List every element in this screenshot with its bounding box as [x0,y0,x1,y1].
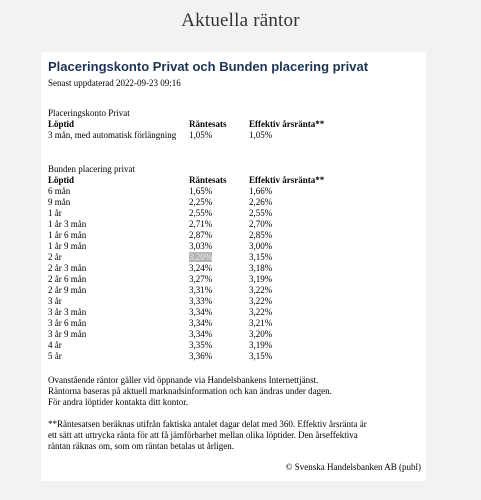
cell-term: 3 år [48,296,62,306]
cell-effective: 3,19% [249,340,273,350]
cell-term: 1 år 3 mån [48,219,87,229]
cell-term: 3 år 9 mån [48,329,87,339]
table-row [48,285,349,296]
placeringskonto-section-title: Placeringskonto Privat [48,108,130,118]
rates-content [48,59,423,473]
cell-term: 2 år 9 mån [48,285,87,295]
bunden-table [48,175,349,362]
footnote [48,419,423,452]
cell-effective: 2,55% [249,208,273,218]
cell-rate: 3,03% [189,241,213,251]
cell-term: 1 år 6 mån [48,230,87,240]
cell-effective: 3,18% [249,263,273,273]
cell-rate: 2,87% [189,230,213,240]
info-line: Räntorna baseras på aktuell marknadsinformation och kan ändras under dagen. [48,386,332,396]
table-row [48,241,349,252]
footnote-line: räntan räknas om, som om räntan betalas ut årligen. [48,441,234,451]
bunden-section-title: Bunden placering privat [48,164,135,174]
footnote-line: ett sätt att uttrycka ränta för att få jämförbarhet mellan olika löptider. Den årseffektiva [48,430,358,440]
cell-rate: 2,71% [189,219,213,229]
cell-rate: 2,25% [189,197,213,207]
cell-rate [189,252,249,263]
cell-effective: 2,85% [249,230,273,240]
table-header-row [48,119,349,130]
footnote-line: **Räntesatsen beräknas utifrån faktiska antalet dagar delat med 360. Effektiv årsränta är [48,419,367,429]
table-row [48,296,349,307]
cell-effective: 3,22% [249,307,273,317]
table-row [48,340,349,351]
cell-effective: 3,15% [249,351,273,361]
cell-effective: 2,26% [249,197,273,207]
rates-card [41,52,426,481]
copyright: © Svenska Handelsbanken AB (publ) [285,462,421,472]
cell-term: 2 år 3 mån [48,263,87,273]
table-row [48,252,349,263]
table-header-row [48,175,349,186]
info-line: För andra löptider kontakta ditt kontor. [48,397,188,407]
cell-effective: 1,05% [249,130,273,140]
cell-rate: 3,33% [189,296,213,306]
cell-term: 4 år [48,340,62,350]
header-rate: Räntesats [189,175,227,185]
cell-effective: 3,19% [249,274,273,284]
info-note [48,375,423,408]
cell-rate: 1,65% [189,186,213,196]
cell-term: 9 mån [48,197,71,207]
cell-term: 1 år 9 mån [48,241,87,251]
last-updated: Senast uppdaterad 2022-09-23 09:16 [48,78,181,88]
cell-term: 5 år [48,351,62,361]
table-row [48,318,349,329]
table-row [48,307,349,318]
cell-rate: 3,34% [189,318,213,328]
page-title: Placeringskonto Privat och Bunden placering privat [48,59,369,74]
cell-term: 1 år [48,208,62,218]
cell-effective: 3,00% [249,241,273,251]
cell-rate: 3,34% [189,307,213,317]
table-row [48,208,349,219]
cell-rate: 3,34% [189,329,213,339]
cell-effective: 3,22% [249,296,273,306]
header-term: Löptid [48,175,75,185]
cell-effective: 3,21% [249,318,273,328]
cell-rate: 2,55% [189,208,213,218]
cell-effective: 3,20% [249,329,273,339]
placeringskonto-table [48,119,349,141]
cell-term: 6 mån [48,186,71,196]
header-effective: Effektiv årsränta** [249,175,325,185]
table-row [48,274,349,285]
table-row [48,230,349,241]
cell-rate: 1,05% [189,130,213,140]
page-heading: Aktuella räntor [181,10,300,31]
cell-term: 2 år 6 mån [48,274,87,284]
header-term: Löptid [48,119,75,129]
cell-rate: 3,35% [189,340,213,350]
table-row [48,130,349,141]
cell-effective: 3,15% [249,252,273,262]
cell-term: 2 år [48,252,62,262]
cell-rate: 3,24% [189,263,213,273]
cell-rate: 3,27% [189,274,213,284]
header-effective: Effektiv årsränta** [249,119,325,129]
table-row [48,186,349,197]
bunden-table-body [48,186,349,362]
table-row [48,219,349,230]
cell-effective: 2,70% [249,219,273,229]
table-row [48,329,349,340]
table-row [48,197,349,208]
cell-term: 3 år 3 mån [48,307,87,317]
cell-rate: 3,31% [189,285,213,295]
info-line: Ovanstående räntor gäller vid öppnande via Handelsbankens Internettjänst. [48,375,319,385]
table-row [48,351,349,362]
cell-term: 3 mån, med automatisk förlängning [48,130,177,140]
highlighted-rate: 3,20% [189,252,213,262]
cell-term: 3 år 6 mån [48,318,87,328]
cell-effective: 1,66% [249,186,273,196]
cell-rate: 3,36% [189,351,213,361]
cell-effective: 3,22% [249,285,273,295]
table-row [48,263,349,274]
header-rate: Räntesats [189,119,227,129]
